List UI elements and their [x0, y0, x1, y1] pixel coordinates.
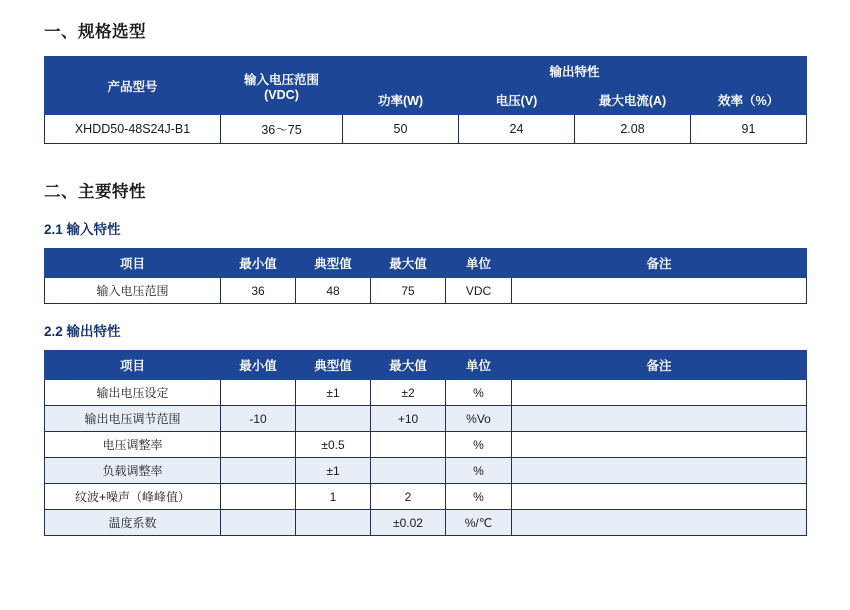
table-row	[45, 510, 807, 536]
output-cell-item: 负载调整率	[45, 458, 221, 484]
output-col-max: 最大值	[371, 351, 446, 380]
section-heading-spec: 一、规格选型	[44, 23, 146, 41]
input-cell-remark	[512, 278, 807, 304]
spec-col-power: 功率(W)	[343, 86, 459, 115]
output-header-row	[45, 351, 807, 380]
spec-cell-input-range: 36～75	[221, 115, 343, 144]
spec-col-max-current: 最大电流(A)	[575, 86, 691, 115]
input-col-item: 项目	[45, 249, 221, 278]
input-cell-typ: 48	[296, 278, 371, 304]
output-cell-item: 温度系数	[45, 510, 221, 536]
input-header-row	[45, 249, 807, 278]
output-cell-remark	[512, 510, 807, 536]
spec-selection-table	[44, 56, 807, 144]
output-cell-remark	[512, 380, 807, 406]
output-cell-typ: ±1	[296, 380, 371, 406]
output-cell-unit: %	[446, 380, 512, 406]
input-col-unit: 单位	[446, 249, 512, 278]
input-table-body	[45, 278, 807, 304]
output-cell-max: 2	[371, 484, 446, 510]
output-cell-max: ±2	[371, 380, 446, 406]
output-cell-remark	[512, 458, 807, 484]
output-cell-max: +10	[371, 406, 446, 432]
output-cell-max: ±0.02	[371, 510, 446, 536]
output-cell-min	[221, 510, 296, 536]
output-cell-max	[371, 458, 446, 484]
subheading-output-characteristics: 2.2 输出特性	[44, 324, 121, 339]
output-cell-item: 纹波+噪声（峰峰值）	[45, 484, 221, 510]
output-cell-typ: ±0.5	[296, 432, 371, 458]
output-table-body	[45, 380, 807, 536]
output-cell-typ	[296, 510, 371, 536]
section-heading-features: 二、主要特性	[44, 183, 146, 201]
output-cell-unit: %	[446, 458, 512, 484]
input-col-typ: 典型值	[296, 249, 371, 278]
input-characteristics-table	[44, 248, 807, 304]
table-row	[45, 458, 807, 484]
spec-col-voltage: 电压(V)	[459, 86, 575, 115]
table-row	[45, 115, 807, 144]
spec-cell-voltage: 24	[459, 115, 575, 144]
output-col-typ: 典型值	[296, 351, 371, 380]
spec-table-head	[45, 57, 807, 115]
output-cell-item: 输出电压设定	[45, 380, 221, 406]
output-cell-min: -10	[221, 406, 296, 432]
spec-col-output-group: 输出特性	[343, 57, 807, 86]
output-cell-min	[221, 458, 296, 484]
output-col-min: 最小值	[221, 351, 296, 380]
output-table-head	[45, 351, 807, 380]
table-row	[45, 380, 807, 406]
input-col-max: 最大值	[371, 249, 446, 278]
output-cell-item: 输出电压调节范围	[45, 406, 221, 432]
spec-col-input-range-line2: (VDC)	[264, 87, 299, 102]
table-row	[45, 406, 807, 432]
output-cell-max	[371, 432, 446, 458]
spec-cell-max-current: 2.08	[575, 115, 691, 144]
output-col-remark: 备注	[512, 351, 807, 380]
output-cell-unit: %Vo	[446, 406, 512, 432]
spec-col-input-range	[221, 57, 343, 115]
output-cell-unit: %	[446, 432, 512, 458]
spec-col-input-range-line1: 输入电压范围	[243, 72, 319, 87]
output-cell-remark	[512, 406, 807, 432]
input-cell-item: 输入电压范围	[45, 278, 221, 304]
input-col-min: 最小值	[221, 249, 296, 278]
spec-col-efficiency: 效率（%）	[691, 86, 807, 115]
input-col-remark: 备注	[512, 249, 807, 278]
output-cell-min	[221, 380, 296, 406]
output-cell-unit: %	[446, 484, 512, 510]
spec-table-body	[45, 115, 807, 144]
output-cell-item: 电压调整率	[45, 432, 221, 458]
spec-header-row-top	[45, 57, 807, 86]
output-col-item: 项目	[45, 351, 221, 380]
output-cell-typ: 1	[296, 484, 371, 510]
spec-cell-efficiency: 91	[691, 115, 807, 144]
input-cell-min: 36	[221, 278, 296, 304]
spec-cell-power: 50	[343, 115, 459, 144]
output-cell-typ: ±1	[296, 458, 371, 484]
output-col-unit: 单位	[446, 351, 512, 380]
spec-col-model: 产品型号	[45, 57, 221, 115]
input-table-head	[45, 249, 807, 278]
table-row	[45, 432, 807, 458]
table-row	[45, 278, 807, 304]
subheading-input-characteristics: 2.1 输入特性	[44, 222, 121, 237]
output-characteristics-table	[44, 350, 807, 536]
output-cell-min	[221, 432, 296, 458]
output-cell-remark	[512, 432, 807, 458]
output-cell-unit: %/℃	[446, 510, 512, 536]
table-row	[45, 484, 807, 510]
spec-cell-model: XHDD50-48S24J-B1	[45, 115, 221, 144]
input-cell-max: 75	[371, 278, 446, 304]
input-cell-unit: VDC	[446, 278, 512, 304]
output-cell-min	[221, 484, 296, 510]
output-cell-remark	[512, 484, 807, 510]
output-cell-typ	[296, 406, 371, 432]
